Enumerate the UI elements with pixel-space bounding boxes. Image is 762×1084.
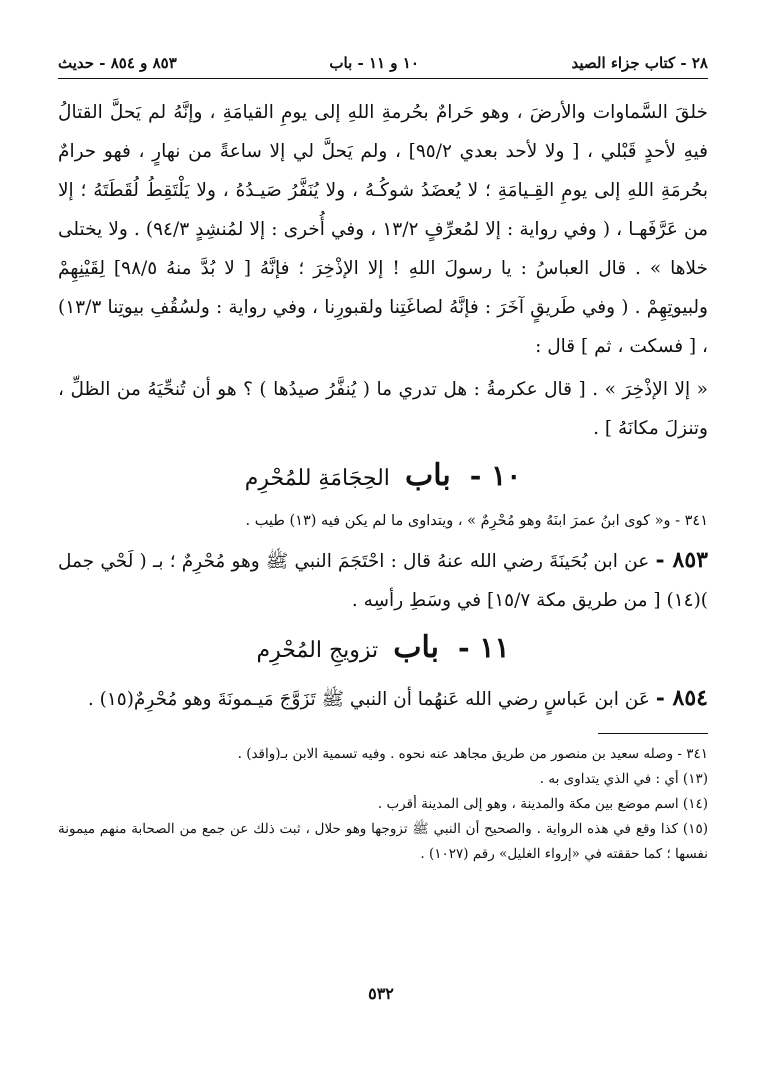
hadith-continuation-text: خلقَ السَّماوات والأرضَ ، وهو حَرامٌ بحُرمةِ اللهِ إلى يومِ القيامَةِ ، وإنَّهُ لم يَحلَّ القتالُ فيهِ لأحدٍ قَبْلي ، [ ولا لأحد بعدي ٩٥/٢] ، ولم يَحلَّ لي إلا ساعةً من نهارٍ ، فهو حرامٌ بحُرمَةِ اللهِ إلى يومِ القِـيامَةِ ؛ لا يُعضَدُ شوكُـهُ ، ولا يُنَفَّرُ صَيـدُهُ ، ولا يَلْتَقِطُ لُقَطَتَهُ ؛ إلا من عَرَّفَهـا ، ( وفي رواية : إلا لمُعرِّفٍ ١٣/٢ ، وفي أُخرى : إلا لمُنشِدٍ ٩٤/٣) . ولا يختلى خلاها » . قال العباسُ : يا رسولَ اللهِ ! إلا الإذْخِرَ ؛ فإنَّهُ [ لا بُدَّ منهُ ٩٨/٥] لِقَيْنِهِمْ ولبيوتِهِمْ . ( وفي طَريقٍ آخَرَ : فإنَّهُ لصاغَتِنا ولقبورِنا ، وفي رواية : ولسُقُفِ بيوتِنا ١٣/٣) ، [ فسكت ، ثم ] قال :: [58, 102, 709, 357]
hadith-853: [58, 541, 708, 620]
footnote-341: ٣٤١ - وصله سعيد بن منصور من طريق مجاهد عنه نحوه . وفيه تسمية الابن بـ(واقد) .: [237, 746, 708, 762]
hadith-text: عَن ابن عَباسٍ رضي الله عَنهُما أن النبي ﷺ تَزَوَّجَ مَيـمونَةَ وهو مُحْرِمٌ(١٥) .: [87, 689, 650, 710]
header-hadith-range: ٨٥٣ و ٨٥٤ - حديث: [58, 54, 177, 72]
page-number: ٥٣٢: [368, 984, 394, 1003]
chapter-number: ١٠ -: [469, 459, 522, 492]
hadith-text: عن ابن بُحَينَةَ رضي الله عنهُ قال : احْتَجَمَ النبي ﷺ وهو مُحْرِمٌ ؛ بـ ( لَحْي جمل )(١٤) [ من طريق مكة ١٥/٧] في وسَطِ رأسِه .: [58, 551, 708, 611]
footnote-14: (١٤) اسم موضع بين مكة والمدينة ، وهو إلى المدينة أقرب .: [377, 796, 708, 812]
hadith-number: ٨٥٤ -: [655, 685, 708, 711]
running-header: [58, 54, 708, 79]
mualaq-341: ٣٤١ - و« كوى ابنُ عمرَ ابنَهُ وهو مُحْرِمٌ » ، ويتداوى ما لم يكن فيه (١٣) طيب .: [245, 513, 708, 529]
footnote-15: (١٥) كذا وقع في هذه الرواية . والصحيح أن النبي ﷺ تزوجها وهو حلال ، ثبت ذلك عن جمع من الصحابة منهم ميمونة نفسها ؛ كما حققته في «إرواء الغليل» رقم (١٠٢٧) .: [58, 821, 708, 862]
chapter-number: ١١ -: [458, 631, 510, 664]
chapter-title: الحِجَامَةِ للمُحْرِم: [244, 466, 390, 491]
chapter-heading-11: [58, 628, 708, 671]
chapter-bab-word: باب: [404, 458, 451, 493]
hadith-ikrimah-text: « إلا الإذْخِرَ » . [ قال عكرمةُ : هل تدري ما ( يُنفَّرُ صيدُها ) ؟ هو أن تُنحِّيَهُ من الظلِّ ، وتنزلَ مكانَهُ ] .: [58, 379, 708, 439]
hadith-854: [58, 679, 708, 719]
header-book-title: ٢٨ - كتاب جزاء الصيد: [571, 54, 708, 72]
footnote-divider: [598, 733, 708, 734]
hadith-number: ٨٥٣ -: [655, 547, 708, 573]
chapter-heading-10: [58, 456, 708, 499]
header-chapter: ١٠ و ١١ - باب: [329, 54, 419, 72]
chapter-bab-word: باب: [393, 630, 439, 665]
footnote-13: (١٣) أي : في الذي يتداوى به .: [539, 771, 708, 787]
footnotes: [58, 742, 708, 867]
book-page: [58, 54, 708, 867]
chapter-title: تزويجِ المُحْرِم: [256, 638, 379, 663]
